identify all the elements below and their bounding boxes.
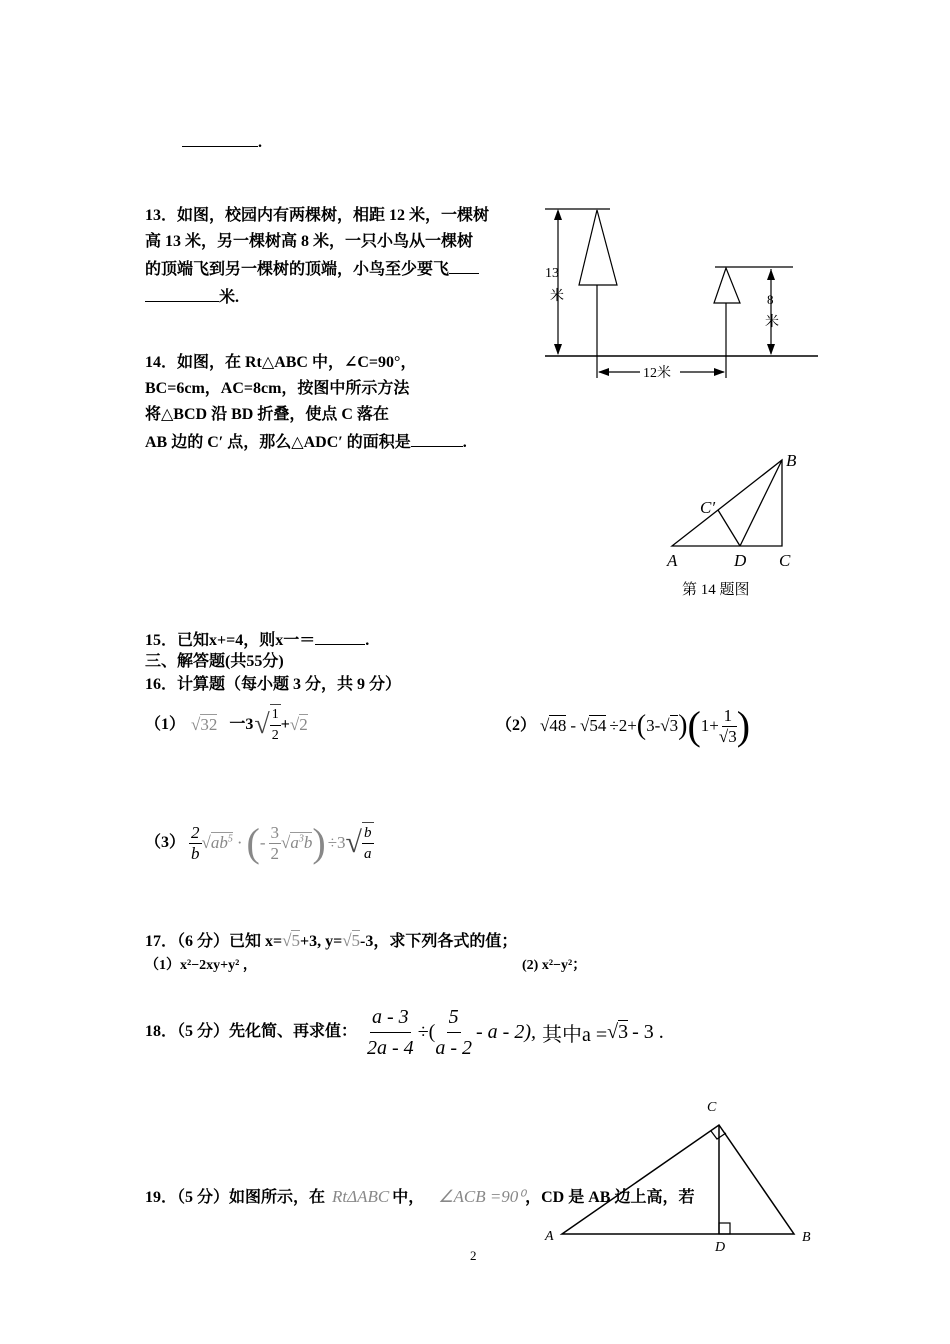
page-number: 2 xyxy=(470,1248,477,1263)
answer-blank xyxy=(411,428,463,447)
fraction-5-over-a-minus-2: $\frac{5}{a - 2}$ xyxy=(435,1002,472,1063)
q13-line-4: 米. xyxy=(145,283,489,311)
distance-label: 12米 xyxy=(643,366,671,381)
q16-part-2: （2） √48 - √54 ÷2+ ( 3- √3 ) ( 1+ $\frac{1}{√3}$ ) xyxy=(496,703,751,748)
q19-text: 19．（5 分）如图所示，在 RtΔABC 中， ∠ACB =90⁰，CD 是 AB 边上高，若 xyxy=(145,1187,695,1206)
tall-tree-unit-label: 米 xyxy=(550,289,564,304)
q14-line-2: BC=6cm，AC=8cm，按图中所示方法 xyxy=(145,380,410,397)
sqrt-2: √2 xyxy=(289,715,308,734)
q15-text: 15．已知x+=4，则x一＝ . xyxy=(145,626,369,654)
short-tree-unit-label: 米 xyxy=(765,315,779,330)
q17-line-1: 17．（6 分）已知 x=√5+3, y=√5-3，求下列各式的值； xyxy=(145,931,518,950)
tall-tree xyxy=(579,210,617,285)
answer-blank xyxy=(145,283,219,302)
short-tree xyxy=(714,268,740,303)
fraction-3-over-2: $\frac{3}{2}$ xyxy=(270,822,280,863)
vertex-a-label: A xyxy=(545,1229,554,1244)
fraction-1-over-sqrt3: $\frac{1}{√3}$ xyxy=(718,705,737,746)
vertex-c-label: C xyxy=(779,551,791,570)
tall-tree-height-label: 13 xyxy=(545,266,559,281)
sqrt-32: √32 xyxy=(191,715,218,734)
short-tree-height-label: 8 xyxy=(767,292,774,307)
q14-figure-caption: 第 14 题图 xyxy=(682,582,750,598)
q17-part-1: （1）x²−2xy+y² ， xyxy=(145,958,257,973)
vertex-c-prime-label: C′ xyxy=(700,498,716,517)
answer-blank xyxy=(449,255,479,274)
vertex-d-label: D xyxy=(715,1240,726,1255)
sqrt-ab5: $√ab^5$ xyxy=(201,833,233,852)
q14-line-3: 将△BCD 沿 BD 折叠，使点 C 落在 xyxy=(145,406,389,423)
fraction-half: $\frac{1}{2}$ xyxy=(270,704,281,746)
vertex-d-label: D xyxy=(734,551,747,570)
q18: 18．（5 分）先化简、再求值： $\frac{a - 3}{2a - 4}$ ÷( $\frac{5}{a - 2}$ - a - 2), 其中a = √3 - 3 . xyxy=(145,1000,664,1064)
fraction-2-over-b: $\frac{2}{b}$ xyxy=(191,822,200,863)
fraction-b-over-a: $\frac{b}{a}$ xyxy=(362,822,374,864)
sqrt-3: √3 xyxy=(607,1020,629,1043)
sqrt-54: √54 xyxy=(580,716,607,735)
q16-title: 16．计算题（每小题 3 分，共 9 分） xyxy=(145,676,402,693)
answer-blank xyxy=(182,128,258,147)
vertex-c-label: C xyxy=(707,1100,717,1115)
q17-part-2: (2) x²−y²； xyxy=(522,958,587,973)
q14-triangle-figure xyxy=(662,448,812,603)
q13-line-1: 13．如图，校园内有两棵树，相距 12 米，一棵树 xyxy=(145,207,490,224)
answer-blank xyxy=(315,626,365,645)
q19-triangle-figure xyxy=(540,1095,820,1260)
radical-sign: √ xyxy=(254,709,270,740)
vertex-b-label: B xyxy=(802,1230,811,1245)
q13-text xyxy=(145,203,489,311)
sqrt-a3b: $√a^3b$ xyxy=(281,833,313,852)
sqrt-48: √48 xyxy=(540,716,567,735)
section-3-title: 三、解答题(共55分) xyxy=(145,653,284,670)
q13-line-3: 的顶端飞到另一棵树的顶端，小鸟至少要飞 xyxy=(145,255,489,283)
q12-answer-line: . xyxy=(182,128,262,156)
q13-trees-figure xyxy=(540,200,825,385)
q16-part-1: （1） √32 一3 √ $\frac{1}{2}$ + √2 xyxy=(145,700,308,750)
sqrt-3: √3 xyxy=(660,716,679,735)
q14-line-4: AB 边的 C′ 点，那么△ADC′ 的面积是 . xyxy=(145,428,467,456)
q13-line-2: 高 13 米，另一棵树高 8 米，一只小鸟从一棵树 xyxy=(145,233,474,250)
q16-part-3: （3） $\frac{2}{b}$ $√ab^5$ · ( - $\frac{3}{2}$ $√a^3b$ ) ÷3 √ $\frac{b}{a}$ xyxy=(145,820,372,865)
vertex-b-label: B xyxy=(786,451,797,470)
fraction-a-minus-3-over-2a-minus-4: $\frac{a - 3}{2a - 4}$ xyxy=(367,1002,414,1063)
q14-line-1: 14．如图，在 Rt△ABC 中，∠C=90°， xyxy=(145,354,417,371)
q14-text xyxy=(145,350,467,456)
vertex-a-label: A xyxy=(667,551,678,570)
